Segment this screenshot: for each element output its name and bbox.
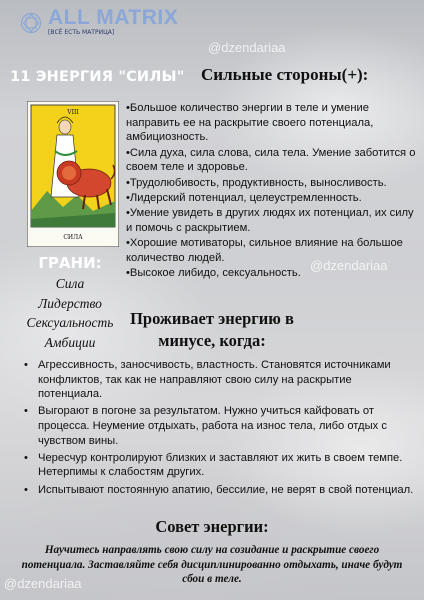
watermark: @dzendariaa (310, 258, 388, 273)
facets-title: ГРАНИ: (38, 254, 102, 272)
watermark: @dzendariaa (4, 576, 82, 591)
watermark: @dzendariaa (208, 40, 286, 55)
advice-title: Совет энергии: (155, 517, 269, 536)
strength-item: • Умение увидеть в других людях их потенциал, их силу и помочь с раскрытием. (126, 206, 418, 235)
strength-item: • Высокое либидо, сексуальность. (126, 266, 418, 281)
card-name: СИЛА (63, 234, 83, 241)
minus-title (0, 308, 424, 352)
strength-item: • Трудолюбивость, продуктивность, выносливость. (126, 176, 418, 191)
minus-item: • Выгорают в погоне за результатом. Нужно учиться кайфовать от процесса. Неумение отдыхать, работа на износ тела, либо отдых с чувством вины. (22, 404, 418, 448)
minus-list (22, 358, 418, 500)
facet-item: Сексуальность (26, 315, 114, 330)
strength-item: • Большое количество энергии в теле и умение направить ее на раскрытие своего потенциала, амбициозность. (126, 101, 418, 145)
strengths-title: Сильные стороны(+): (201, 65, 369, 84)
minus-title-line: минусе, когда: (158, 331, 266, 350)
advice-text: Научитесь направлять свою силу на созидание и раскрытие своего потенциала. Заставляйте себя дисциплинированно отдыхать, иначе будут сбои в теле. (21, 544, 403, 586)
matrix-logo-icon (20, 12, 42, 34)
facet-item: Амбиции (44, 334, 96, 350)
strength-item: • Хорошие мотиваторы, сильное влияние на большое количество людей. (126, 236, 418, 265)
energy-title: 11 ЭНЕРГИЯ "СИЛЫ" (10, 69, 185, 85)
brand-logo (20, 8, 178, 37)
minus-item: • Испытывают постоянную апатию, бессилие, не верят в свой потенциал. (22, 483, 418, 498)
brand-name: ALL MATRIX (48, 6, 179, 29)
tarot-card-strength (27, 101, 119, 247)
strength-item: • Сила духа, сила слова, сила тела. Умение заботится о своем теле и здоровье. (126, 146, 418, 175)
minus-item: • Агрессивность, заносчивость, властность. Становятся источниками конфликтов, так как не направляют свою силу на раскрытие потенциала. (22, 358, 418, 402)
strength-item: • Лидерский потенциал, целеустремленность. (126, 191, 418, 206)
facet-item: Лидерство (38, 295, 102, 311)
facet-item: Сила (55, 276, 85, 291)
card-numeral: VIII (67, 109, 79, 116)
strengths-list (126, 101, 418, 282)
minus-item: • Чересчур контролируют близких и заставляют их жить в своем темпе. Нетерпимы к слабостям других. (22, 451, 418, 480)
brand-tagline: [ВСЁ ЕСТЬ МАТРИЦА] (48, 29, 115, 36)
minus-title-line: Проживает энергию в (130, 309, 294, 328)
